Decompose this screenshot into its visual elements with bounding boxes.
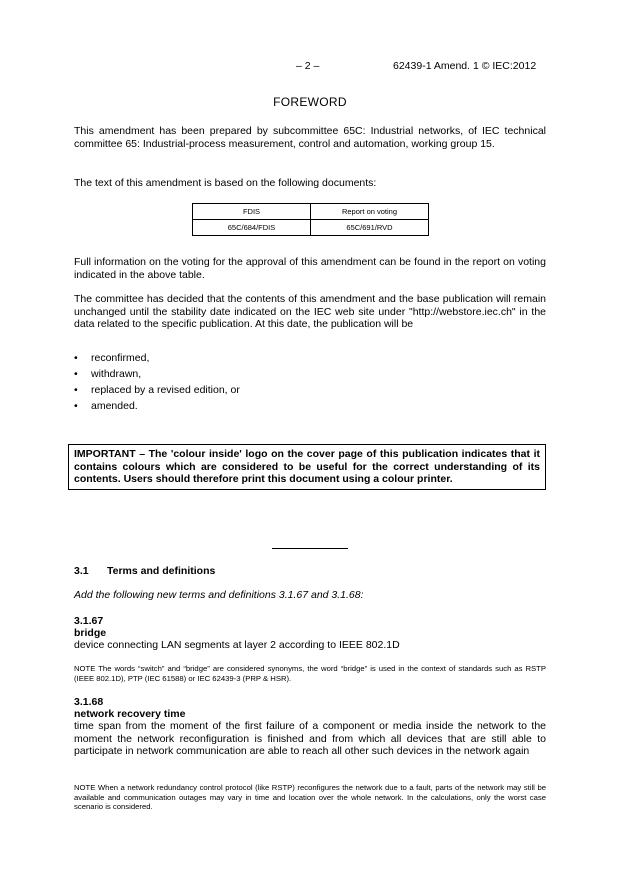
foreword-paragraph-4: The committee has decided that the contents of this amendment and the base publication will remain unchanged until the stability date indicated on the IEC web site under "http://webstore.iec.ch" in the data related to the specific publication. At this date, the publication will be	[74, 293, 546, 330]
term-number: 3.1.68	[74, 696, 104, 708]
foreword-title: FOREWORD	[273, 95, 347, 109]
list-item	[74, 400, 240, 416]
list-item	[74, 384, 240, 400]
term-name: bridge	[74, 627, 107, 639]
important-notice-box: IMPORTANT – The 'colour inside' logo on the cover page of this publication indicates that it contains colours which are considered to be useful for the correct understanding of its contents. Users should therefore print this document using a colour printer.	[68, 444, 546, 490]
bullet-marker: •	[74, 400, 78, 412]
foreword-paragraph-1: This amendment has been prepared by subcommittee 65C: Industrial networks, of IEC technical committee 65: Industrial-process measurement, control and automation, working group 15.	[74, 125, 546, 150]
term-name: network recovery time	[74, 708, 186, 720]
section-number: 3.1	[74, 565, 89, 577]
bullet-marker: •	[74, 368, 78, 380]
bullet-marker: •	[74, 352, 78, 364]
bullet-marker: •	[74, 384, 78, 396]
publication-options-list	[74, 352, 240, 416]
list-item-text: amended.	[91, 400, 138, 412]
section-divider	[272, 548, 348, 549]
table-cell-rvd: 65C/691/RVD	[311, 220, 429, 236]
document-id: 62439-1 Amend. 1 © IEC:2012	[393, 60, 537, 72]
term-definition: time span from the moment of the first failure of a component or media inside the network to the moment the network reconfiguration is finished and from which all devices that are still able to participate in network communication are able to reach all other such devices in the network again	[74, 720, 546, 757]
section-title: Terms and definitions	[107, 565, 216, 577]
table-header-row	[193, 204, 429, 220]
term-note: NOTE When a network redundancy control protocol (like RSTP) reconfigures the network due to a fault, parts of the network may still be available and communication outages may vary in time and location over the whole network. In the calculations, only the worst case scenario is considered.	[74, 783, 546, 811]
list-item	[74, 368, 240, 384]
page-number: – 2 –	[296, 60, 320, 72]
section-heading	[74, 565, 215, 577]
foreword-paragraph-2: The text of this amendment is based on the following documents:	[74, 177, 377, 189]
term-note: NOTE The words “switch” and “bridge” are considered synonyms, the word “bridge” is used in the context of standards such as RSTP (IEEE 802.1D), PTP (IEC 61588) or IEC 62439-3 (PRP & HSR).	[74, 664, 546, 683]
voting-documents-table	[192, 203, 429, 236]
list-item-text: withdrawn,	[91, 368, 142, 380]
table-header-report: Report on voting	[311, 204, 429, 220]
list-item-text: reconfirmed,	[91, 352, 150, 364]
table-row	[193, 220, 429, 236]
table-header-fdis: FDIS	[193, 204, 311, 220]
list-item	[74, 352, 240, 368]
foreword-paragraph-3: Full information on the voting for the approval of this amendment can be found in the report on voting indicated in the above table.	[74, 256, 546, 281]
term-definition: device connecting LAN segments at layer 2 according to IEEE 802.1D	[74, 639, 400, 651]
term-number: 3.1.67	[74, 615, 104, 627]
section-instruction: Add the following new terms and definitions 3.1.67 and 3.1.68:	[74, 589, 364, 601]
table-cell-fdis: 65C/684/FDIS	[193, 220, 311, 236]
list-item-text: replaced by a revised edition, or	[91, 384, 240, 396]
